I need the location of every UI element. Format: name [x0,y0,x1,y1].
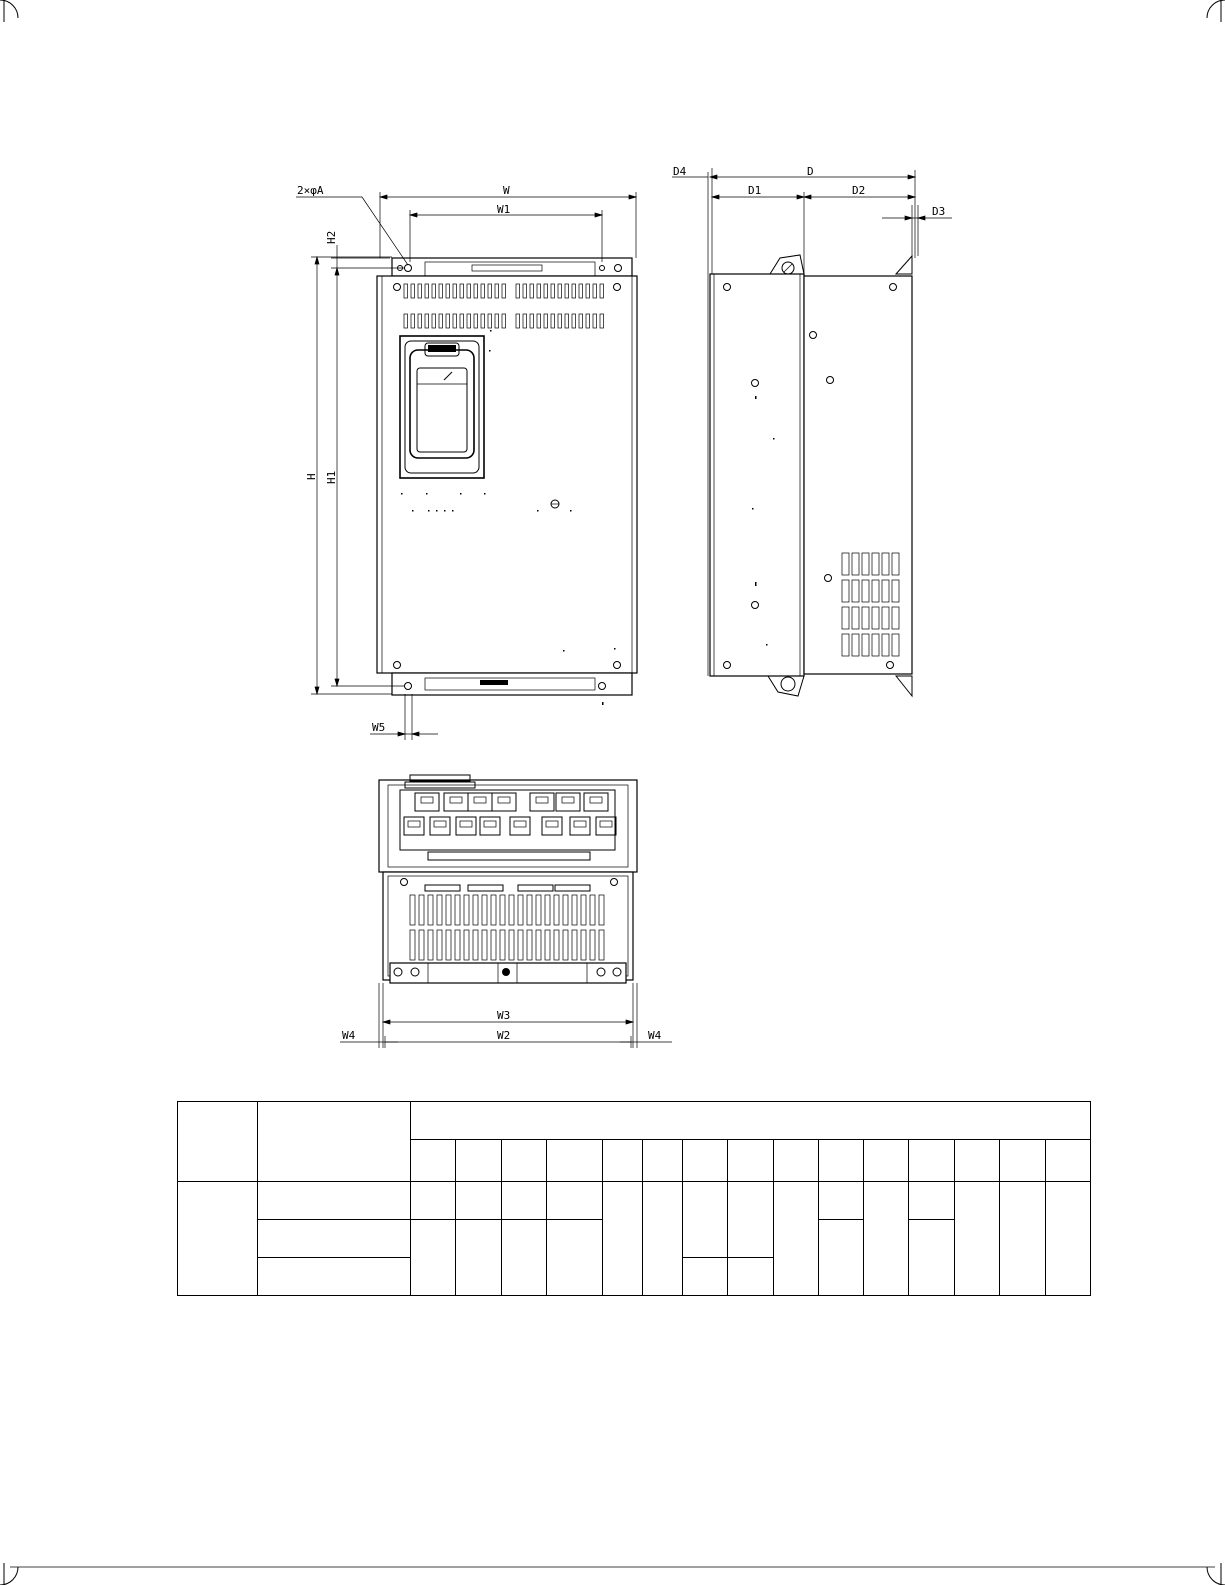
table-cell [547,1220,603,1296]
label-w3: W3 [497,1009,511,1022]
table-header-cell [643,1140,683,1182]
table-cell [819,1182,864,1220]
label-holes: 2×φA [297,184,324,197]
table-cell [683,1182,728,1258]
table-cell [456,1220,502,1296]
label-d4: D4 [673,165,687,178]
table-header-cell [909,1140,955,1182]
table-header-cell [603,1140,643,1182]
label-w1: W1 [497,203,511,216]
table-header-cell [502,1140,547,1182]
label-h2: H2 [325,230,338,244]
front-view [377,258,637,705]
table-cell [909,1182,955,1220]
table-cell [1046,1182,1091,1296]
label-d1: D1 [748,184,762,197]
table-cell [178,1182,258,1296]
table-cell [603,1182,643,1296]
table-cell [456,1182,502,1220]
table-cell [683,1258,728,1296]
dimension-table [177,1101,1091,1296]
table-header-cell [547,1140,603,1182]
table-header-cell [178,1102,258,1182]
label-w4-left: W4 [342,1029,356,1042]
label-d: D [807,165,814,178]
table-cell [728,1258,774,1296]
table-header-cell [728,1140,774,1182]
label-d3: D3 [932,205,946,218]
table-cell [728,1182,774,1258]
label-w4-right: W4 [648,1029,662,1042]
table-header-cell [258,1102,411,1182]
table-cell [547,1182,603,1220]
table-header-cell [1046,1140,1091,1182]
bottom-view [379,775,637,983]
label-h: H [305,473,318,480]
label-d2: D2 [852,184,866,197]
table-header-cell [774,1140,819,1182]
table-header-cell [819,1140,864,1182]
table-cell [819,1220,864,1296]
table-cell [502,1182,547,1220]
table-cell [258,1182,411,1220]
table-cell [411,1182,456,1220]
table-header-cell [955,1140,1000,1182]
label-h1: H1 [325,470,338,484]
table-header-cell [683,1140,728,1182]
table-header-cell [1000,1140,1046,1182]
table-cell [258,1258,411,1296]
table-cell [643,1182,683,1296]
table-cell [774,1182,819,1296]
table-header-cell [411,1102,1091,1140]
table-header-cell [456,1140,502,1182]
label-w: W [503,184,510,197]
table-cell [955,1182,1000,1296]
table-cell [909,1220,955,1296]
table-cell [502,1220,547,1296]
label-w2: W2 [497,1029,511,1042]
side-view [708,172,912,696]
table-cell [1000,1182,1046,1296]
table-cell [864,1182,909,1296]
table-cell [258,1220,411,1258]
table-header-cell [411,1140,456,1182]
table-header-cell [864,1140,909,1182]
label-w5: W5 [372,721,386,734]
table-cell [411,1220,456,1296]
